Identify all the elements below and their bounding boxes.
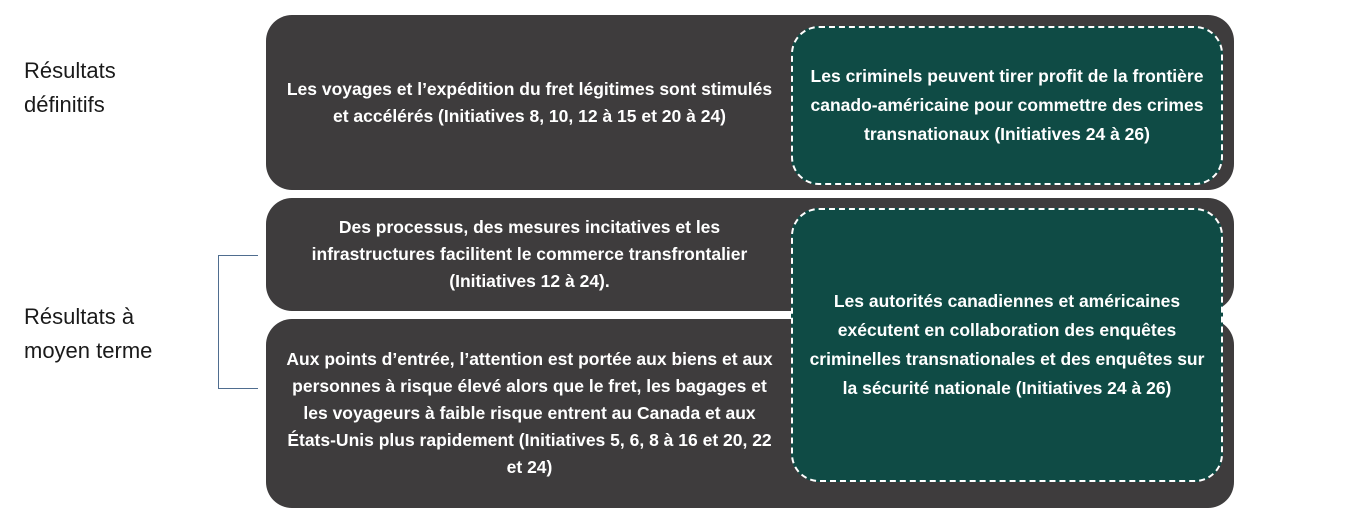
travel-trade-text: Les voyages et l’expédition du fret légitimes sont stimulés et accélérés (Initiatives 8, 10, 12 à 15 et 20 à 24) xyxy=(286,78,773,126)
outcome-box-criminals xyxy=(791,26,1223,185)
medium-term-bracket xyxy=(218,255,258,389)
processes-text: Des processus, des mesures incitatives et les infrastructures facilitent le commerce transfrontalier (Initiatives 12 à 24). xyxy=(311,217,748,291)
outcome-box-investigations xyxy=(791,208,1223,482)
ports-of-entry-text: Aux points d’entrée, l’attention est portée aux biens et aux personnes à risque élevé alors que le fret, les bagages et les voyageurs à faible risque entrent au Canada et aux États-Unis plus rapidement (Initiatives 5, 6, 8 à 16 et 20, 22 et 24) xyxy=(286,349,773,477)
outcome-text-ports-of-entry xyxy=(278,319,781,508)
final-outcomes-text: Résultats définitifs xyxy=(24,58,116,117)
investigations-text: Les autorités canadiennes et américaines exécutent en collaboration des enquêtes criminelles transnationales et des enquêtes sur la sécurité nationale (Initiatives 24 à 26) xyxy=(809,291,1205,398)
criminals-text: Les criminels peuvent tirer profit de la frontière canado-américaine pour commettre des crimes transnationaux (Initiatives 24 à 26) xyxy=(810,66,1204,144)
outcome-text-processes xyxy=(286,198,773,311)
medium-term-outcomes-label xyxy=(24,300,194,368)
outcome-text-travel-trade xyxy=(286,15,773,190)
final-outcomes-label xyxy=(24,54,144,122)
medium-term-outcomes-text: Résultats à moyen terme xyxy=(24,304,153,363)
